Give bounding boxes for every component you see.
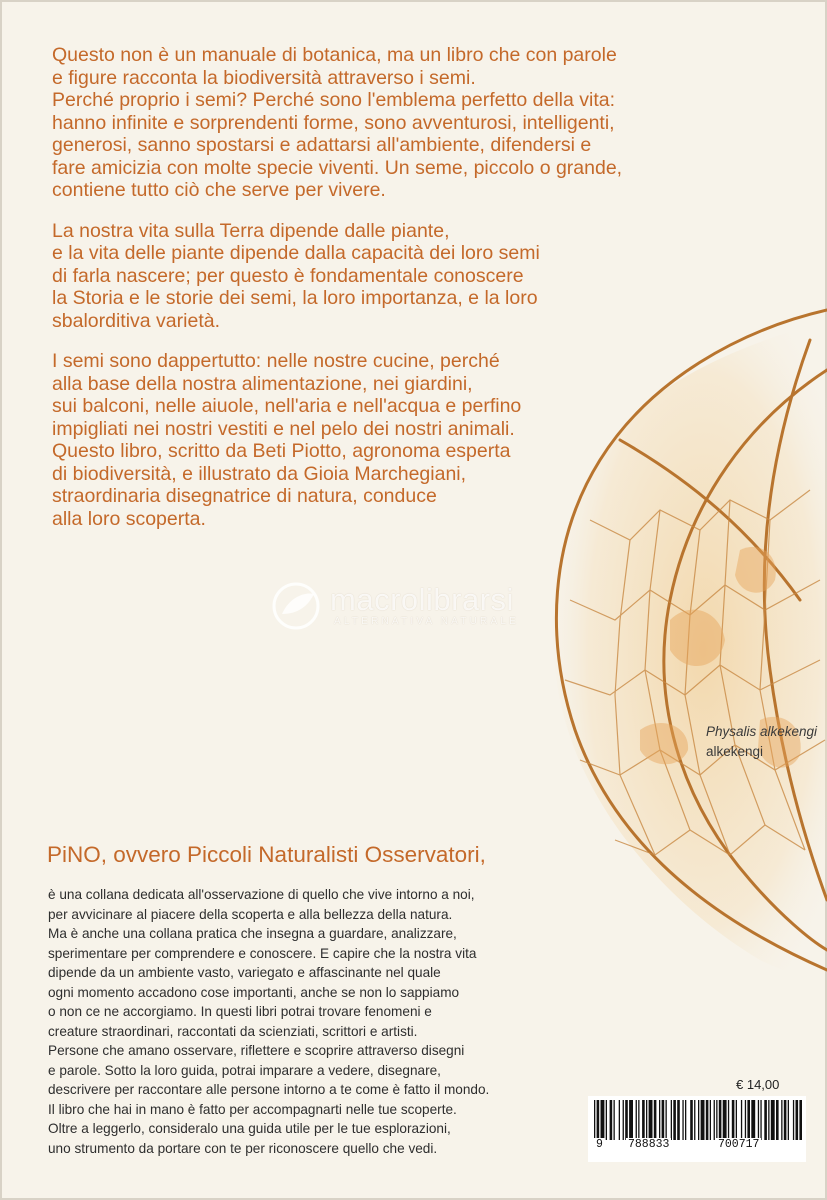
text-line: Persone che amano osservare, riflettere e scoprire attraverso disegni — [48, 1043, 465, 1058]
text-line: fare amicizia con molte specie viventi. Un seme, piccolo o grande, — [52, 156, 623, 179]
caption-common-name: alkekengi — [706, 744, 764, 759]
text-line: sui balconi, nelle aiuole, nell'aria e nell'acqua e perfino — [52, 395, 522, 417]
text-line: Il libro che hai in mano è fatto per accompagnarti nelle tue scoperte. — [48, 1101, 457, 1117]
text-line: Questo non è un manuale di botanica, ma un libro che con parole — [52, 44, 617, 66]
text-line: di biodiversità, e illustrato da Gioia Marchegiani, — [52, 462, 467, 485]
text-line: e la vita delle piante dipende dalla capacità dei loro semi — [52, 242, 540, 264]
barcode — [588, 1096, 806, 1162]
text-line: hanno infinite e sorprendenti forme, sono avventurosi, intelligenti, — [52, 111, 615, 134]
barcode-digit-first: 9 — [596, 1138, 603, 1151]
watermark — [268, 578, 568, 634]
text-line: Questo libro, scritto da Beti Piotto, agronoma esperta — [52, 440, 511, 462]
text-line: I semi sono dappertutto: nelle nostre cucine, perché — [52, 350, 500, 372]
text-line: uno strumento da portare con te per riconoscere quello che vedi. — [48, 1140, 438, 1156]
text-line: Oltre a leggerlo, consideralo una guida utile per le tue esplorazioni, — [48, 1121, 451, 1136]
series-title: PiNO, ovvero Piccoli Naturalisti Osservatori, — [47, 842, 486, 867]
text-line: di farla nascere; per questo è fondamentale conoscere — [52, 264, 524, 287]
text-line: Ma è anche una collana pratica che insegna a guardare, analizzare, — [48, 926, 457, 941]
intro-text — [52, 44, 752, 548]
barcode-digits-right: 700717 — [718, 1138, 760, 1151]
text-line: ogni momento accadono cose importanti, anche se non lo sappiamo — [48, 984, 460, 1000]
text-line: impigliati nei nostri vestiti e nel pelo dei nostri animali. — [52, 417, 515, 440]
intro-paragraph-3 — [52, 350, 752, 530]
watermark-tagline: ALTERNATIVA NATURALE — [334, 616, 519, 627]
text-line: descrivere per raccontare alle persone intorno a te come è fatto il mondo. — [48, 1082, 490, 1097]
text-line: alla base della nostra alimentazione, nei giardini, — [52, 372, 473, 395]
text-line: creature straordinari, raccontati da scienziati, scrittori e artisti. — [48, 1023, 418, 1039]
text-line: Perché proprio i semi? Perché sono l'emblema perfetto della vita: — [52, 89, 616, 111]
text-line: dipende da un ambiente vasto, variegato e affascinante nel quale — [48, 965, 441, 980]
text-line: contiene tutto ciò che serve per vivere. — [52, 179, 386, 201]
price-label: € 14,00 — [736, 1077, 780, 1092]
text-line: la Storia e le storie dei semi, la loro importanza, e la loro — [52, 287, 538, 309]
text-line: è una collana dedicata all'osservazione di quello che vive intorno a noi, — [48, 887, 475, 902]
caption-latin-name: Physalis alkekengi — [706, 724, 818, 739]
leaf-logo-icon — [268, 580, 324, 632]
text-line: e figure racconta la biodiversità attraverso i semi. — [52, 66, 476, 89]
intro-paragraph-2 — [52, 220, 752, 333]
text-line: sperimentare per comprendere e conoscere. E capire che la nostra vita — [48, 945, 477, 961]
text-line: La nostra vita sulla Terra dipende dalle piante, — [52, 219, 450, 242]
text-line: sbalorditiva varietà. — [52, 309, 220, 332]
barcode-digits-left: 788833 — [628, 1138, 670, 1151]
illustration-caption — [706, 722, 817, 762]
text-line: generosi, sanno spostarsi e adattarsi all'ambiente, difendersi e — [52, 134, 592, 156]
watermark-name: macrolibrarsi — [330, 582, 514, 617]
series-description — [48, 885, 608, 1158]
text-line: alla loro scoperta. — [52, 507, 206, 530]
text-line: o non ce ne accorgiamo. In questi libri potrai trovare fenomeni e — [48, 1004, 432, 1019]
text-line: per avvicinare al piacere della scoperta e alla bellezza della natura. — [48, 906, 453, 922]
intro-paragraph-1 — [52, 44, 752, 202]
text-line: e parole. Sotto la loro guida, potrai imparare a vedere, disegnare, — [48, 1062, 441, 1078]
text-line: straordinaria disegnatrice di natura, conduce — [52, 485, 437, 507]
